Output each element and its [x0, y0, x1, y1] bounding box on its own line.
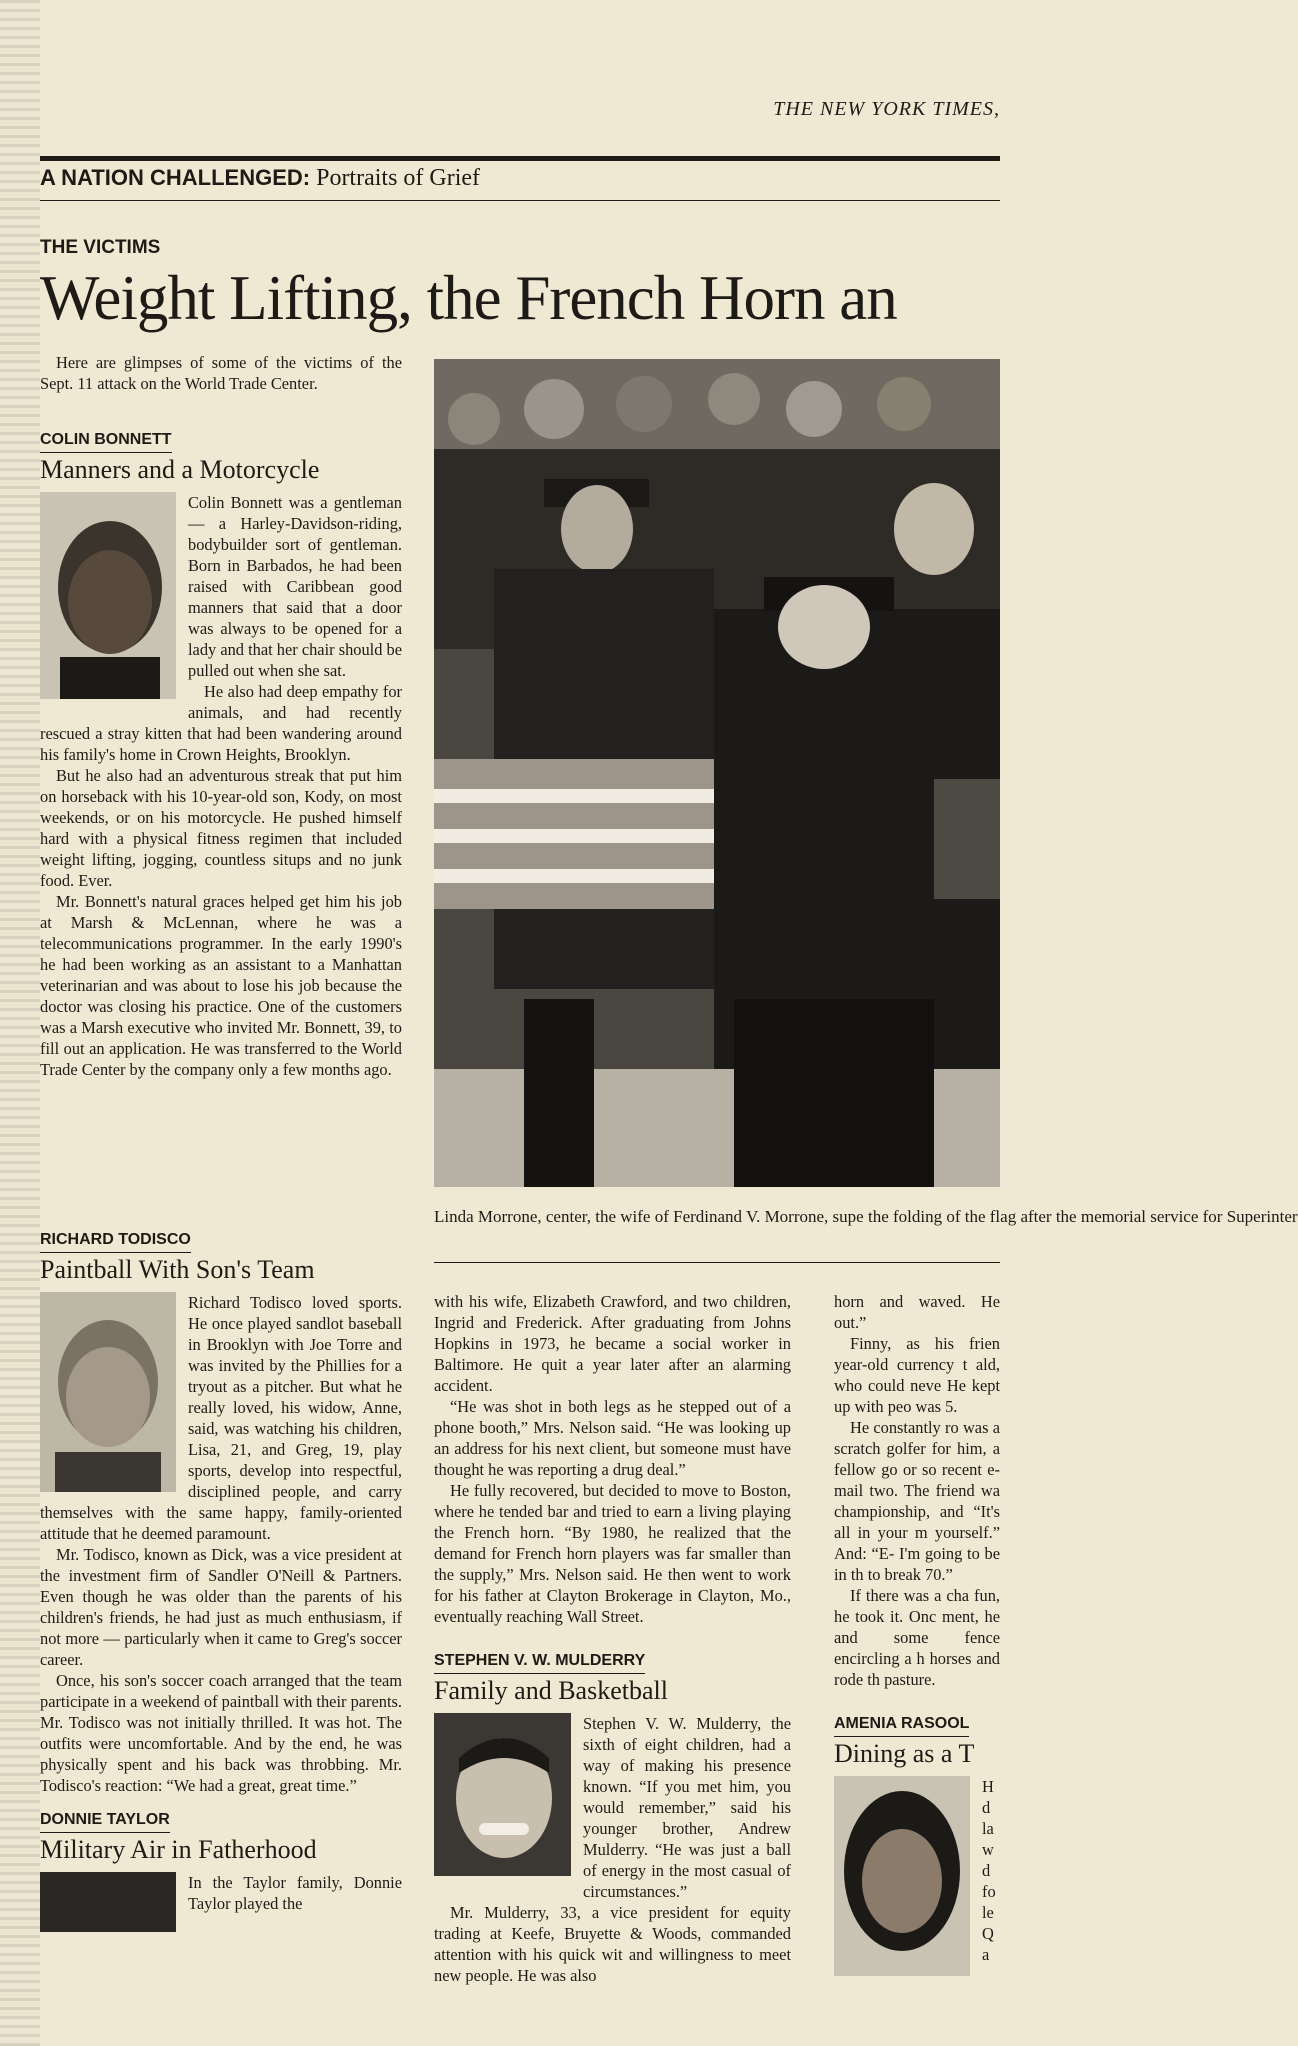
profile-name-todisco: RICHARD TODISCO	[40, 1229, 191, 1253]
page-fold-edge	[0, 0, 40, 2046]
bonnett-paragraph-2: He also had deep empathy for animals, and had recently rescued a stray kitten that had been wandering around his family's home in Crown Heights, Brooklyn.	[40, 682, 402, 764]
profile-name-bonnett: COLIN BONNETT	[40, 429, 172, 453]
main-photo	[434, 359, 1000, 1187]
profile-name-taylor: DONNIE TAYLOR	[40, 1809, 170, 1833]
section-label: A NATION CHALLENGED:	[40, 165, 311, 190]
column-middle	[434, 1291, 791, 1986]
mulderry-paragraph-1: Stephen V. W. Mulderry, the sixth of eight children, had a way of making his presence known. “If you met him, you would remember,” said his younger brother, Andrew Mulderry. “He was just a ball of energy in the most casual of circumstances.”	[583, 1714, 791, 1901]
right-paragraph-3: He constantly ro was a scratch golfer for him, a fellow go or so recent e-mail two. The friend wa championship, and “It's all in your m yourself.” And: “E- I'm going to be in th to break 70.”	[834, 1418, 1000, 1584]
profile-name-mulderry: STEPHEN V. W. MULDERRY	[434, 1650, 645, 1674]
profile-subhead-mulderry: Family and Basketball	[434, 1676, 668, 1705]
right-paragraph-1: horn and waved. He out.”	[834, 1292, 1000, 1332]
section-title: Portraits of Grief	[316, 165, 481, 191]
section-rule	[40, 200, 1000, 201]
caption-rule	[434, 1262, 1000, 1263]
headline: Weight Lifting, the French Horn an	[40, 263, 897, 333]
section-bar	[40, 165, 480, 192]
column-right-clip	[834, 1291, 1000, 2046]
profile-name-rasool: AMENIA RASOOL	[834, 1713, 969, 1737]
bonnett-paragraph-3: But he also had an adventurous streak that put him on horseback with his 10-year-old son, Kody, on most weekends, or on his motorcycle. He pushed himself hard with a physical fitness regimen that included weight lifting, jogging, countless situps and no junk food. Ever.	[40, 766, 402, 890]
profile-subhead-todisco: Paintball With Son's Team	[40, 1255, 315, 1284]
bonnett-paragraph-4: Mr. Bonnett's natural graces helped get him his job at Marsh & McLennan, where he was a telecommunications programmer. In the early 1990's he had been working as an assistant to a Manhattan veterinarian and was about to lose his job because the doctor was closing his practice. One of the customers was a Marsh executive who invited Mr. Bonnett, 39, to fill out an application. He was transferred to the World Trade Center by the company only a few months ago.	[40, 892, 402, 1079]
profile-subhead-rasool: Dining as a T	[834, 1739, 975, 1768]
portrait-bonnett	[40, 492, 176, 699]
header-rule	[40, 156, 1000, 161]
todisco-paragraph-2: Mr. Todisco, known as Dick, was a vice president at the investment firm of Sandler O'Neill & Partners. Even though he was older than the parents of his children's friends, he had just as much enthusiasm, if not more — particularly when it came to Greg's soccer career.	[40, 1545, 402, 1669]
portrait-rasool	[834, 1776, 970, 1976]
portrait-mulderry	[434, 1713, 571, 1876]
todisco-paragraph-1: Richard Todisco loved sports. He once played sandlot baseball in Brooklyn with Joe Torre and was invited by the Phillies for a tryout as a pitcher. But what he really loved, his widow, Anne, said, was watching his children, Lisa, 21, and Greg, 19, play sports, develop into respectful, disciplined people, and carry themselves with the same happy, family-oriented attitude that he deemed paramount.	[40, 1293, 402, 1543]
intro-paragraph: Here are glimpses of some of the victims of the Sept. 11 attack on the World Trade Center.	[40, 353, 402, 393]
todisco-paragraph-3: Once, his son's soccer coach arranged that the team participate in a weekend of paintball with their parents. Mr. Todisco was not initially thrilled. It was hot. The outfits were uncomfortable. And by the end, he was physically spent and his back was throbbing. Mr. Todisco's reaction: “We had a great, great time.”	[40, 1671, 402, 1795]
bonnett-paragraph-1: Colin Bonnett was a gentleman — a Harley-Davidson-riding, bodybuilder sort of gentleman. Born in Barbados, he had been raised with Caribbean good manners that said that a door was always to be opened for a lady and that her chair should be pulled out when she sat.	[188, 493, 402, 680]
mulderry-paragraph-2: Mr. Mulderry, 33, a vice president for equity trading at Keefe, Bruyette & Woods, commanded attention with his quick wit and willingness to meet new people. He was also	[434, 1903, 791, 1985]
taylor-paragraph-1: In the Taylor family, Donnie Taylor played the	[188, 1873, 402, 1913]
portrait-todisco	[40, 1292, 176, 1492]
column-left-bottom	[40, 1228, 402, 1938]
running-head: THE NEW YORK TIMES,	[773, 98, 1000, 120]
rasool-text-edge: H d la w d fo le Q a	[982, 1777, 996, 1964]
column-right	[834, 1291, 1000, 1982]
kicker: THE VICTIMS	[40, 237, 161, 258]
portrait-taylor	[40, 1872, 176, 1932]
nelson-paragraph-2: “He was shot in both legs as he stepped out of a phone booth,” Mrs. Nelson said. “He was looking up an address for his next client, but someone must have thought he was reporting a drug deal.”	[434, 1397, 791, 1479]
profile-subhead-bonnett: Manners and a Motorcycle	[40, 455, 320, 484]
profile-subhead-taylor: Military Air in Fatherhood	[40, 1835, 317, 1864]
nelson-paragraph-3: He fully recovered, but decided to move to Boston, where he tended bar and tried to earn a living playing the French horn. “By 1980, he realized that the demand for French horn players was far smaller than the supply,” Mrs. Nelson said. He then went to work for his father at Clayton Brokerage in Clayton, Mo., eventually reaching Wall Street.	[434, 1481, 791, 1626]
right-paragraph-2: Finny, as his frien year-old currency t ald, who could neve He kept up with peo was 5.	[834, 1334, 1000, 1416]
photo-caption: Linda Morrone, center, the wife of Ferdinand V. Morrone, supe the folding of the flag after the memorial service for Superinter	[434, 1207, 1298, 1226]
column-left-top	[40, 352, 402, 1080]
right-paragraph-4: If there was a cha fun, he took it. Onc ment, he and some fence encircling a h horses and rode th pasture.	[834, 1586, 1000, 1689]
nelson-paragraph-1: with his wife, Elizabeth Crawford, and two children, Ingrid and Frederick. After graduating from Johns Hopkins in 1973, he became a social worker in Baltimore. He quit a year later after an alarming accident.	[434, 1292, 791, 1395]
